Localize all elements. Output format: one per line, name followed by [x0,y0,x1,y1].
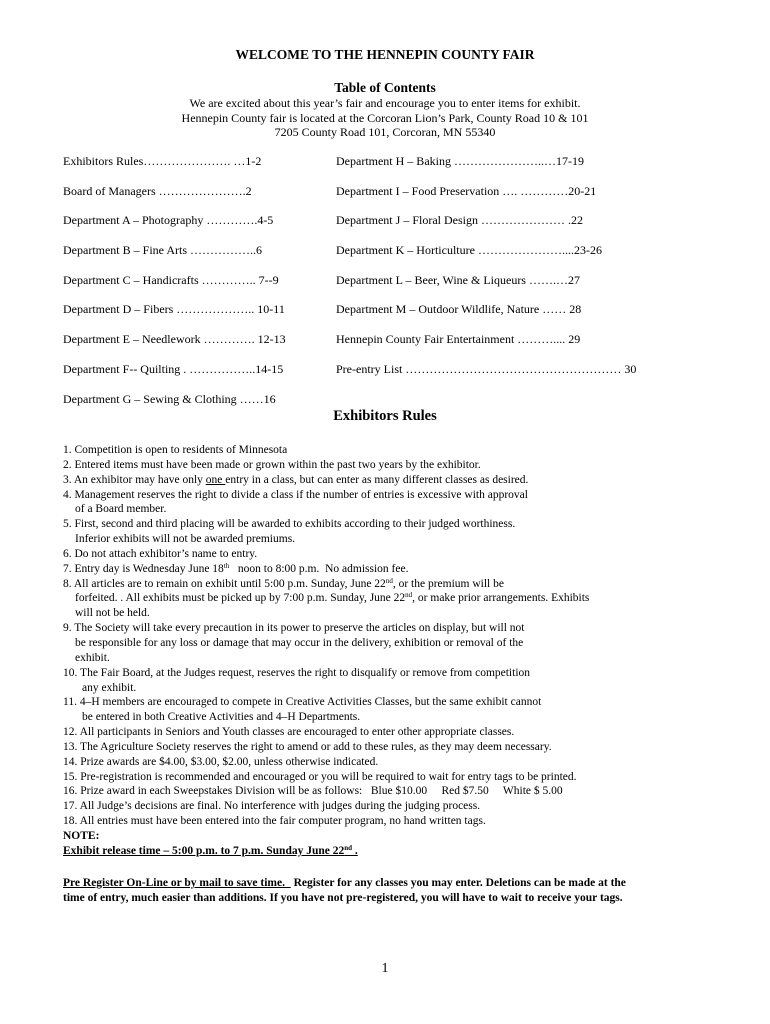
note-label: NOTE: [63,829,100,842]
toc-entry[interactable]: Department B – Fine Arts ……………..6 [63,243,262,258]
page-number: 1 [381,961,389,976]
rule-item: 15. Pre-registration is recommended and encouraged or you will be required to wait for entry tags to be printed. [63,770,577,783]
release-time-notice [63,844,703,859]
rule-item [63,577,703,622]
toc-entry[interactable]: Department D – Fibers ……………….. 10-11 [63,302,285,317]
toc-entry[interactable]: Department E – Needlework …………. 12-13 [63,332,286,347]
rule-line: 10. The Fair Board, at the Judges request, reserves the right to disqualify or remove from competition [63,666,531,679]
toc-entry[interactable]: Exhibitors Rules…………………. …1-2 [63,154,262,168]
rule-item [63,517,703,547]
page-title: WELCOME TO THE HENNEPIN COUNTY FAIR [235,47,535,62]
preregister-notice [63,876,713,906]
rule-item [63,562,703,577]
superscript: th [223,561,230,570]
intro-line: We are excited about this year’s fair and encourage you to enter items for exhibit. [189,96,581,110]
superscript: nd [405,591,413,600]
rule-item: 14. Prize awards are $4.00, $3.00, $2.00, unless otherwise indicated. [63,755,379,768]
release-text: . [352,844,358,857]
rule-line: be entered in both Creative Activities and 4–H Departments. [82,711,361,724]
intro-line: Hennepin County fair is located at the Corcoran Lion’s Park, County Road 10 & 101 [181,110,589,125]
rule-line [63,591,703,606]
rule-line: 5. First, second and third placing will be awarded to exhibits according to their judged worthiness. [63,518,516,531]
preregister-line: time of entry, much easier than additions. If you have not pre-registered, you will have to wait to receive your tags. [63,892,623,904]
toc-entry[interactable]: Pre-entry List ……………………………………………… 30 [336,361,637,376]
preregister-emphasis: Pre Register On-Line or by mail to save time. [63,877,291,889]
toc-entry[interactable]: Department L – Beer, Wine & Liqueurs …….…27 [336,272,580,287]
rule-line: be responsible for any loss or damage that may occur in the delivery, exhibition or removal of the [75,636,524,649]
toc-entry[interactable]: Hennepin County Fair Entertainment ……….... 29 [336,332,581,347]
toc-entry[interactable]: Department K – Horticulture …………………....23-26 [336,243,602,258]
rules-list [63,443,703,859]
rule-line: 9. The Society will take every precaution in its power to preserve the articles on display, but will not [63,622,525,635]
preregister-line [63,876,713,891]
rule-item: 1. Competition is open to residents of Minnesota [63,444,288,456]
rule-emphasis: one [205,473,226,486]
toc-entry[interactable]: Department F-- Quilting . ……………..14-15 [63,361,284,376]
toc-entry[interactable]: Department C – Handicrafts ………….. 7--9 [63,272,279,287]
rule-item: 2. Entered items must have been made or grown within the past two years by the exhibitor. [63,458,481,471]
rule-line: exhibit. [75,651,110,664]
rule-text: 8. All articles are to remain on exhibit until 5:00 p.m. Sunday, June 22 [63,577,386,590]
toc-entry[interactable]: Board of Managers ………………….2 [63,183,252,198]
toc-entry[interactable]: Department A – Photography ………….4-5 [63,213,274,228]
preregister-text: Register for any classes you may enter. Deletions can be made at the [290,877,626,889]
toc-right-column [336,154,636,392]
rule-line: of a Board member. [75,503,167,516]
rule-item: 18. All entries must have been entered into the fair computer program, no hand written tags. [63,815,486,828]
rule-item [63,621,703,666]
toc-heading: Table of Contents [334,80,436,95]
toc-entry[interactable]: Department I – Food Preservation …. …………20-21 [336,183,597,198]
toc-left-column [63,154,286,421]
rule-item [63,488,703,518]
rule-item [63,666,703,696]
rule-text: 3. An exhibitor may have only [63,473,206,486]
rule-line: will not be held. [75,607,150,620]
rule-text: entry in a class, but can enter as many different classes as desired. [225,473,529,486]
rule-item: 12. All participants in Seniors and Youth classes are encouraged to enter other appropriate classes. [63,726,515,739]
rule-text: 7. Entry day is Wednesday June 18 [63,562,224,575]
rule-text: noon to 8:00 p.m. No admission fee. [229,562,409,575]
rule-text: , or the premium will be [392,577,504,590]
toc-entry[interactable]: Department G – Sewing & Clothing ……16 [63,391,276,406]
release-text: Exhibit release time – 5:00 p.m. to 7 p.m. Sunday June 22 [63,844,345,857]
rule-line: any exhibit. [82,681,137,694]
rule-item: 17. All Judge’s decisions are final. No interference with judges during the judging process. [63,800,481,813]
toc-entry[interactable]: Department J – Floral Design ………………… .22 [336,213,583,228]
rule-line: 11. 4–H members are encouraged to compete in Creative Activities Classes, but the same exhibit cannot [63,696,542,709]
rule-line: 4. Management reserves the right to divide a class if the number of entries is excessive with approval [63,488,528,501]
rule-item: 16. Prize award in each Sweepstakes Division will be as follows: Blue $10.00 Red $7.50 White $ 5.00 [63,785,563,798]
rule-item [63,473,703,488]
rules-heading: Exhibitors Rules [333,408,437,424]
rule-item: 6. Do not attach exhibitor’s name to entry. [63,547,258,560]
intro-text [0,96,770,140]
rule-line: Inferior exhibits will not be awarded premiums. [75,533,296,546]
rule-line [63,577,703,592]
superscript: nd [344,843,353,852]
rule-text: forfeited. . All exhibits must be picked up by 7:00 p.m. Sunday, June 22 [75,592,406,605]
toc-entry[interactable]: Department M – Outdoor Wildlife, Nature …… 28 [336,302,582,317]
rule-item: 13. The Agriculture Society reserves the right to amend or add to these rules, as they may deem necessary. [63,740,552,753]
toc-entry[interactable]: Department H – Baking …………………..…17-19 [336,154,584,168]
intro-line: 7205 County Road 101, Corcoran, MN 55340 [274,125,496,139]
rule-text: , or make prior arrangements. Exhibits [412,592,590,605]
rule-item [63,695,703,725]
superscript: nd [385,576,393,585]
